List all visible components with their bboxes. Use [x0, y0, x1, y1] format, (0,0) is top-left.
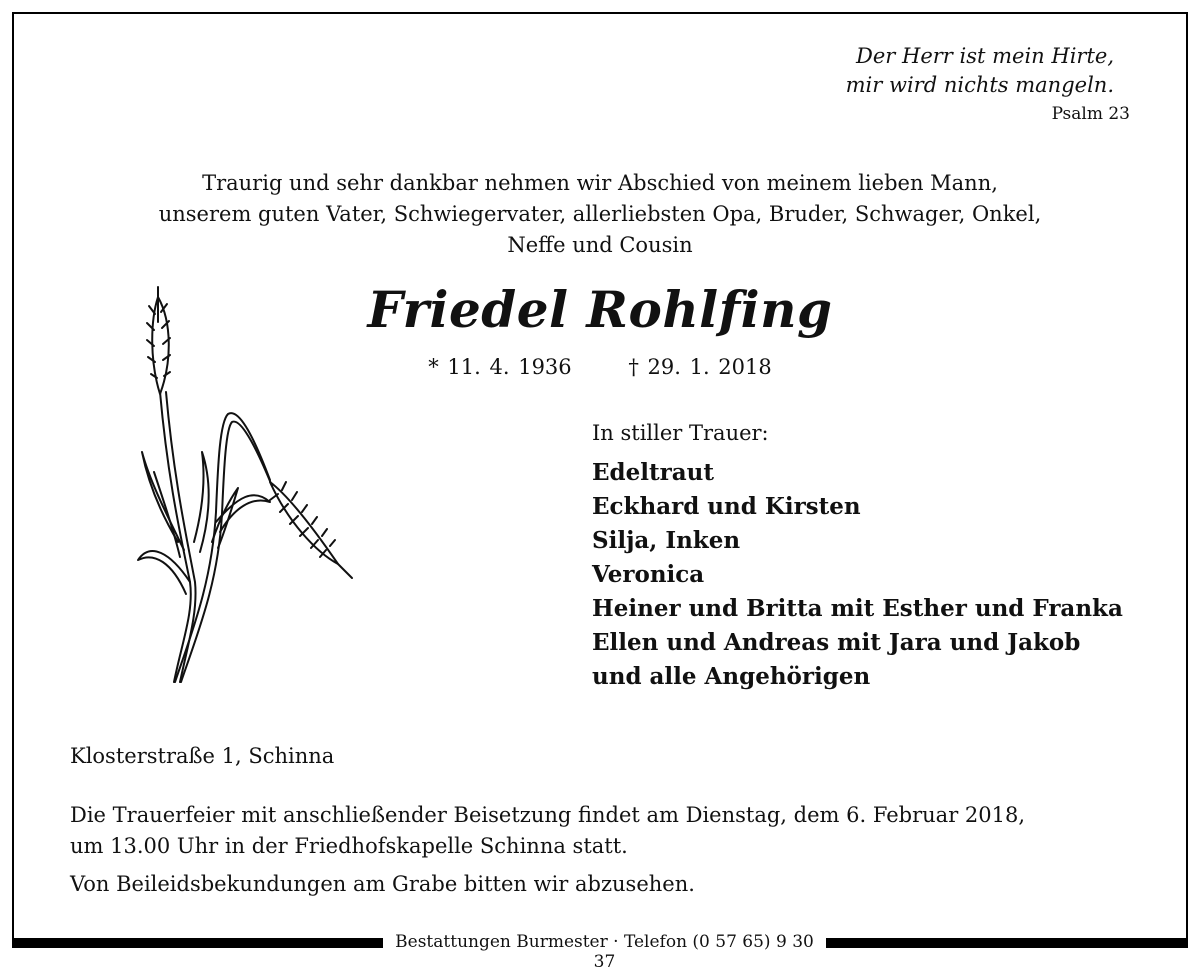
wheat-icon: [120, 282, 360, 692]
footer-rule-left: [12, 938, 383, 948]
list-item: und alle Angehörigen: [592, 663, 871, 690]
birth-date: * 11. 4. 1936: [428, 355, 572, 379]
footer-rule-right: [826, 938, 1188, 948]
mourning-label: In stiller Trauer:: [592, 421, 769, 445]
footer-funeral-home: Bestattungen Burmester · Telefon (0 57 65) 9 30 37: [395, 932, 814, 972]
intro-text: [0, 168, 1200, 261]
address: Klosterstraße 1, Schinna: [70, 744, 335, 768]
list-item: Veronica: [592, 561, 705, 588]
intro-line-1: Traurig und sehr dankbar nehmen wir Abschied von meinem lieben Mann,: [202, 171, 998, 195]
mourners-list: [592, 456, 1123, 694]
ceremony-info: [70, 800, 1132, 862]
ceremony-line-2: um 13.00 Uhr in der Friedhofskapelle Schinna statt.: [70, 834, 628, 858]
intro-line-2: unserem guten Vater, Schwiegervater, allerliebsten Opa, Bruder, Schwager, Onkel,: [158, 202, 1042, 226]
condolence-note: Von Beileidsbekundungen am Grabe bitten wir abzusehen.: [70, 872, 695, 896]
life-dates: [0, 355, 1200, 379]
list-item: Eckhard und Kirsten: [592, 493, 861, 520]
list-item: Heiner und Britta mit Esther und Franka: [592, 595, 1123, 622]
intro-line-3: Neffe und Cousin: [507, 233, 693, 257]
death-date: † 29. 1. 2018: [628, 355, 772, 379]
ceremony-line-1: Die Trauerfeier mit anschließender Beisetzung findet am Dienstag, dem 6. Februar 2018,: [70, 803, 1026, 827]
verse-source: Psalm 23: [1051, 104, 1130, 124]
list-item: Edeltraut: [592, 459, 714, 486]
list-item: Ellen und Andreas mit Jara und Jakob: [592, 629, 1081, 656]
verse-line-1: Der Herr ist mein Hirte,: [856, 44, 1114, 68]
deceased-name: Friedel Rohlfing: [367, 280, 833, 339]
bible-verse: [846, 42, 1114, 100]
verse-line-2: mir wird nichts mangeln.: [845, 73, 1114, 97]
list-item: Silja, Inken: [592, 527, 741, 554]
